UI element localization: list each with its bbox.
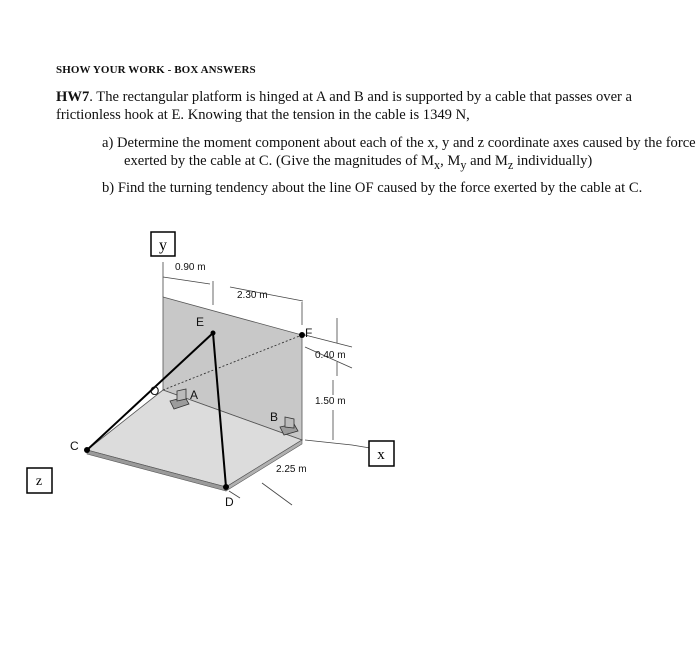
part-a-sep-1: , M: [440, 153, 461, 169]
point-e-label: E: [196, 315, 205, 329]
z-axis-label: z: [35, 474, 43, 489]
dimension-label-0-90: 0.90 m: [175, 262, 206, 273]
part-a-sub-z: z: [507, 157, 514, 172]
part-a-sub-x: x: [434, 157, 441, 172]
dimension-label-2-25: 2.25 m: [276, 464, 307, 475]
part-a-text-end: individually): [513, 153, 593, 169]
part-a-sub-y: y: [460, 157, 467, 172]
point-a-label: A: [190, 388, 199, 402]
dimension-label-2-30: 2.30 m: [237, 290, 268, 301]
y-axis-label: y: [159, 237, 167, 254]
problem-text: . The rectangular platform is hinged at A and B and is supported by a cable that passes over a frictionless hook at E. Knowing that the tension in the cable is 1349 N,: [56, 89, 633, 123]
part-b-text: Find the turning tendency about the line OF caused by the force exerted by the cable at C.: [117, 180, 643, 196]
point-c-dot: [84, 447, 90, 453]
part-a-marker: a): [102, 135, 114, 151]
part-b-marker: b): [102, 180, 115, 196]
x-axis-label: x: [377, 447, 385, 463]
part-a-text: Determine the moment component about each of the x, y and z coordinate axes caused by the force exerted by the cable at C. (Give the magnitudes of M: [117, 135, 696, 169]
point-d-dot: [223, 484, 229, 490]
point-d-label: D: [225, 495, 234, 509]
part-a-sep-2: and M: [466, 153, 508, 169]
point-f-label: F: [305, 326, 313, 340]
dimension-label-1-50: 1.50 m: [315, 396, 346, 407]
point-e-dot: [211, 331, 216, 336]
page-header: SHOW YOUR WORK - BOX ANSWERS: [56, 64, 256, 76]
point-c-label: C: [70, 439, 79, 453]
dimension-label-0-40: 0.40 m: [315, 350, 346, 361]
problem-number: HW7: [56, 89, 90, 105]
point-o-label: O: [150, 384, 160, 398]
point-b-label: B: [270, 410, 279, 424]
